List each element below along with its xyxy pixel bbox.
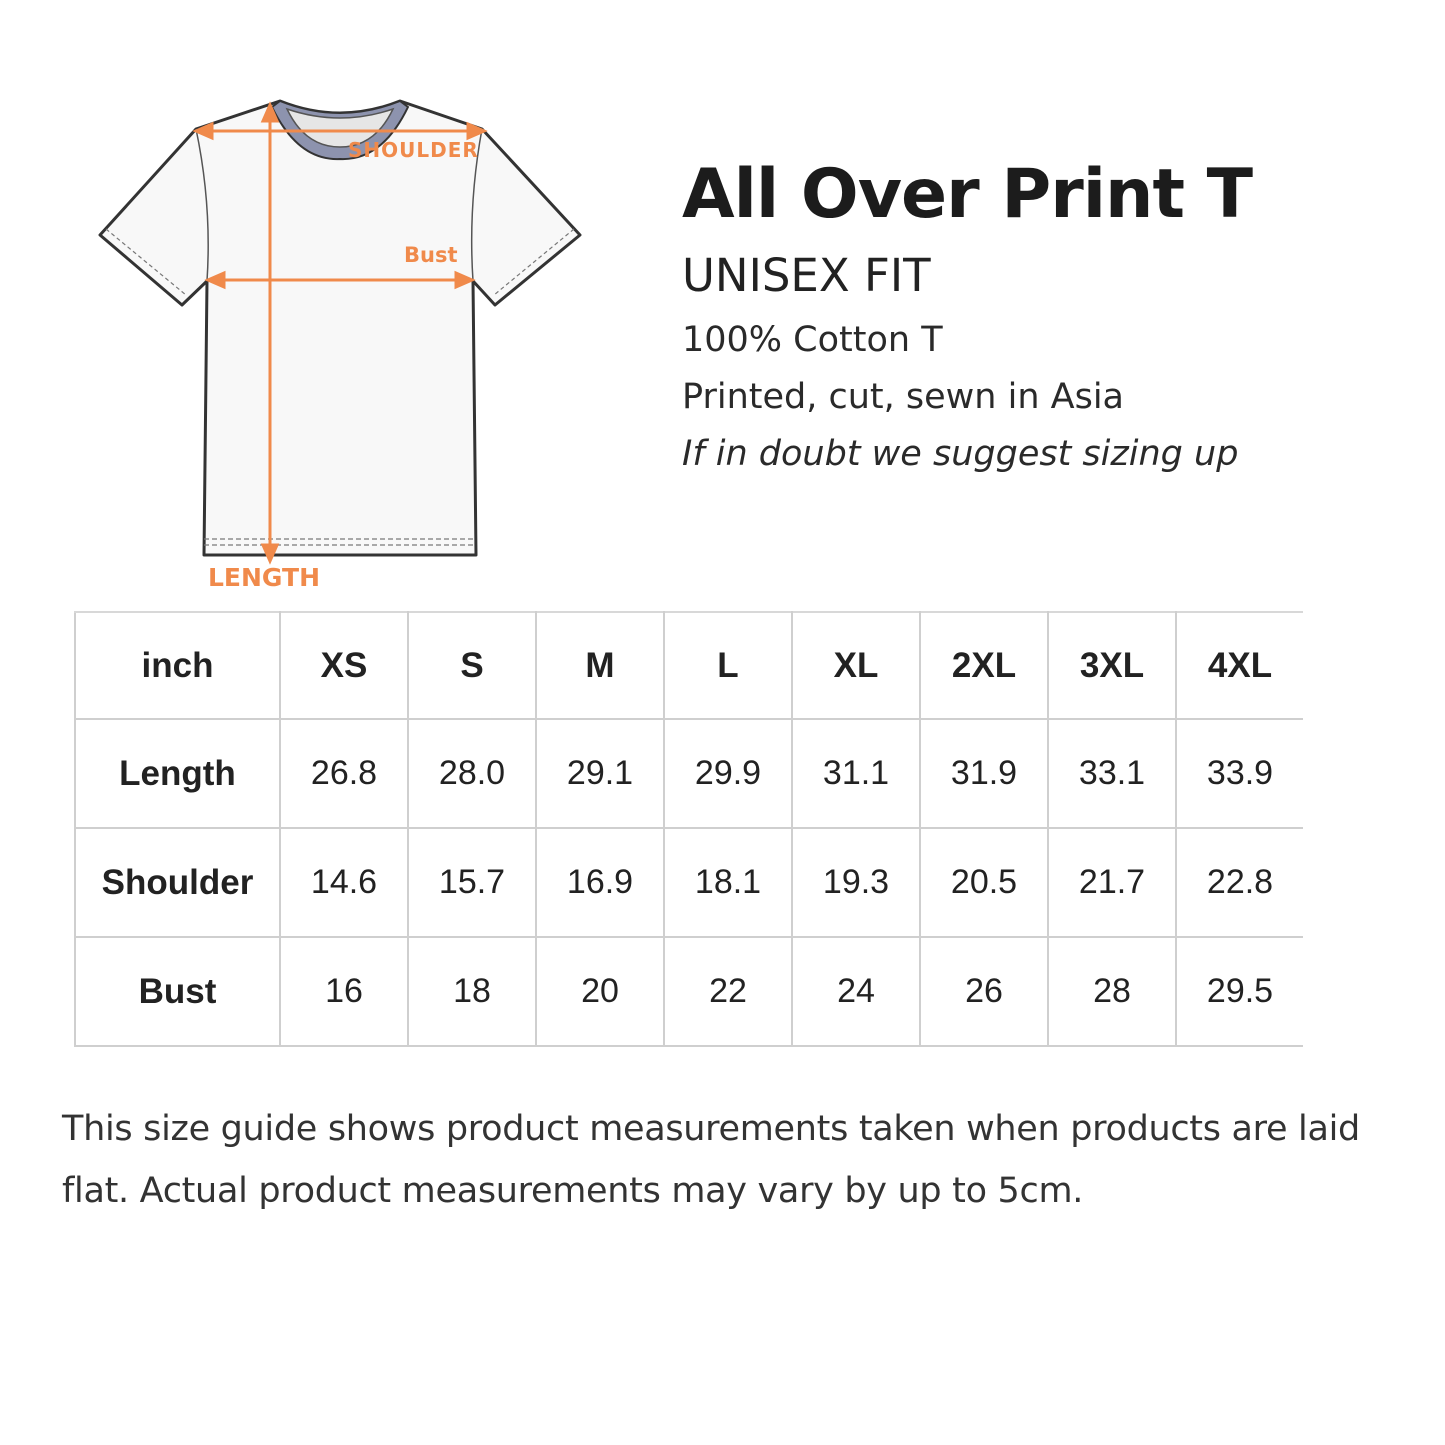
- table-header-row: [75, 612, 1303, 719]
- table-cell: 14.6: [280, 828, 408, 937]
- table-cell: 26: [920, 937, 1048, 1046]
- table-row: [75, 719, 1303, 828]
- table-cell: 20.5: [920, 828, 1048, 937]
- size-header: 4XL: [1176, 612, 1303, 719]
- size-header: 3XL: [1048, 612, 1176, 719]
- table-row: [75, 937, 1303, 1046]
- size-chart-table: [74, 611, 1303, 1047]
- table-cell: 28.0: [408, 719, 536, 828]
- row-label: Shoulder: [75, 828, 280, 937]
- table-cell: 20: [536, 937, 664, 1046]
- unit-header: inch: [75, 612, 280, 719]
- table-cell: 29.1: [536, 719, 664, 828]
- table-cell: 31.9: [920, 719, 1048, 828]
- size-header: S: [408, 612, 536, 719]
- table-cell: 26.8: [280, 719, 408, 828]
- table-cell: 15.7: [408, 828, 536, 937]
- table-cell: 22.8: [1176, 828, 1303, 937]
- table-row: [75, 828, 1303, 937]
- table-cell: 19.3: [792, 828, 920, 937]
- size-header: L: [664, 612, 792, 719]
- table-cell: 31.1: [792, 719, 920, 828]
- tshirt-diagram: [90, 95, 590, 600]
- product-fit: UNISEX FIT: [682, 249, 931, 302]
- size-header: 2XL: [920, 612, 1048, 719]
- table-cell: 24: [792, 937, 920, 1046]
- size-guide-footnote: This size guide shows product measurements taken when products are laid flat. Actual product measurements may vary by up to 5cm.: [62, 1109, 1360, 1211]
- product-material: 100% Cotton T: [682, 320, 943, 360]
- product-title: All Over Print T: [682, 155, 1253, 234]
- table-cell: 18: [408, 937, 536, 1046]
- size-header: XS: [280, 612, 408, 719]
- table-cell: 29.9: [664, 719, 792, 828]
- shoulder-measure-label: SHOULDER: [348, 138, 479, 162]
- row-label: Length: [75, 719, 280, 828]
- length-measure-label: LENGTH: [208, 563, 320, 592]
- table-cell: 28: [1048, 937, 1176, 1046]
- table-cell: 16.9: [536, 828, 664, 937]
- table-cell: 18.1: [664, 828, 792, 937]
- row-label: Bust: [75, 937, 280, 1046]
- sizing-advice: If in doubt we suggest sizing up: [682, 434, 1239, 474]
- table-cell: 29.5: [1176, 937, 1303, 1046]
- product-info: [682, 150, 1382, 483]
- size-header: XL: [792, 612, 920, 719]
- product-origin: Printed, cut, sewn in Asia: [682, 377, 1124, 417]
- size-header: M: [536, 612, 664, 719]
- table-cell: 33.1: [1048, 719, 1176, 828]
- table-cell: 21.7: [1048, 828, 1176, 937]
- table-cell: 33.9: [1176, 719, 1303, 828]
- table-cell: 16: [280, 937, 408, 1046]
- bust-measure-label: Bust: [404, 243, 458, 267]
- tshirt-outline-icon: [90, 95, 590, 600]
- table-cell: 22: [664, 937, 792, 1046]
